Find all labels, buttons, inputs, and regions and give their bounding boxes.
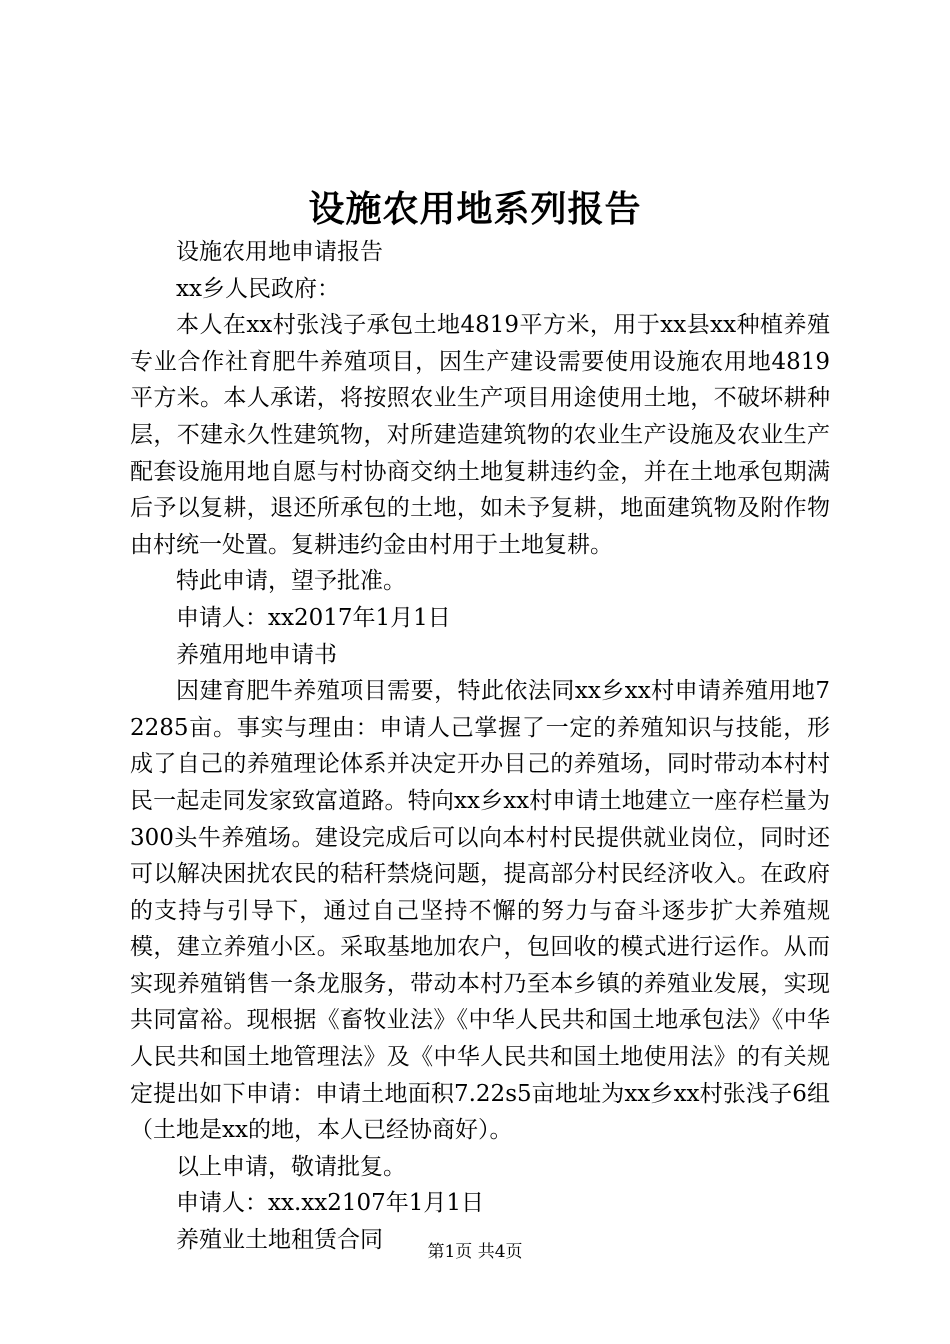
- page-number: 第1页 共4页: [427, 1242, 523, 1262]
- applicant-signature-1: 申请人：xx2017年1月1日: [176, 604, 451, 631]
- applicant-signature-2: 申请人：xx.xx2107年1月1日: [176, 1190, 484, 1217]
- section-heading-application-report: 设施农用地申请报告: [176, 239, 383, 265]
- body-paragraph-breeding: 因建育肥牛养殖项目需要，特此依法同xx乡xx村申请养殖用地72285亩。事实与理由：申请人己掌握了一定的养殖知识与技能，形成了自己的养殖理论体系并决定开办目己的养殖场，同时带动本村村民一起走同发家致富道路。特向xx乡xx村申请土地建立一座存栏量为300头牛养殖场。建设完成后可以向本村村民提供就业岗位，同时还可以解决困扰农民的秸秆禁烧问题，提高部分村民经济收入。在政府的支持与引导下，通过自己坚持不懈的努力与奋斗逐步扩大养殖规模，建立养殖小区。采取基地加农户，包回收的模式进行运作。从而实现养殖销售一条龙服务，带动本村乃至本乡镇的养殖业发展，实现共同富裕。现根据《畜牧业法》《中华人民共和国土地承包法》《中华人民共和国土地管理法》及《中华人民共和国土地使用法》的有关规定提出如下申请：申请土地面积7.22s5亩地址为xx乡xx村张浅子6组（土地是xx的地，本人已经协商好）。: [130, 678, 830, 1144]
- addressee: xx乡人民政府：: [176, 275, 340, 302]
- section-heading-lease-contract: 养殖业土地租赁合同: [176, 1227, 383, 1254]
- document-body: [130, 234, 830, 1259]
- section-heading-breeding-application: 养殖用地申请书: [176, 641, 337, 668]
- approval-closing: 以上申请，敬请批复。: [176, 1153, 406, 1180]
- request-closing: 特此申请，望予批准。: [176, 568, 406, 595]
- document-title: 设施农用地系列报告: [308, 188, 642, 230]
- body-paragraph-land-use: 本人在xx村张浅子承包土地4819平方米，用于xx县xx种植养殖专业合作社育肥牛养殖项目，因生产建设需要使用设施农用地4819平方米。本人承诺，将按照农业生产项目用途使用土地，不破坏耕种层，不建永久性建筑物，对所建造建筑物的农业生产设施及农业生产配套设施用地自愿与村协商交纳土地复耕违约金，并在土地承包期满后予以复耕，退还所承包的土地，如未予复耕，地面建筑物及附作物由村统一处置。复耕违约金由村用于土地复耕。: [130, 312, 830, 558]
